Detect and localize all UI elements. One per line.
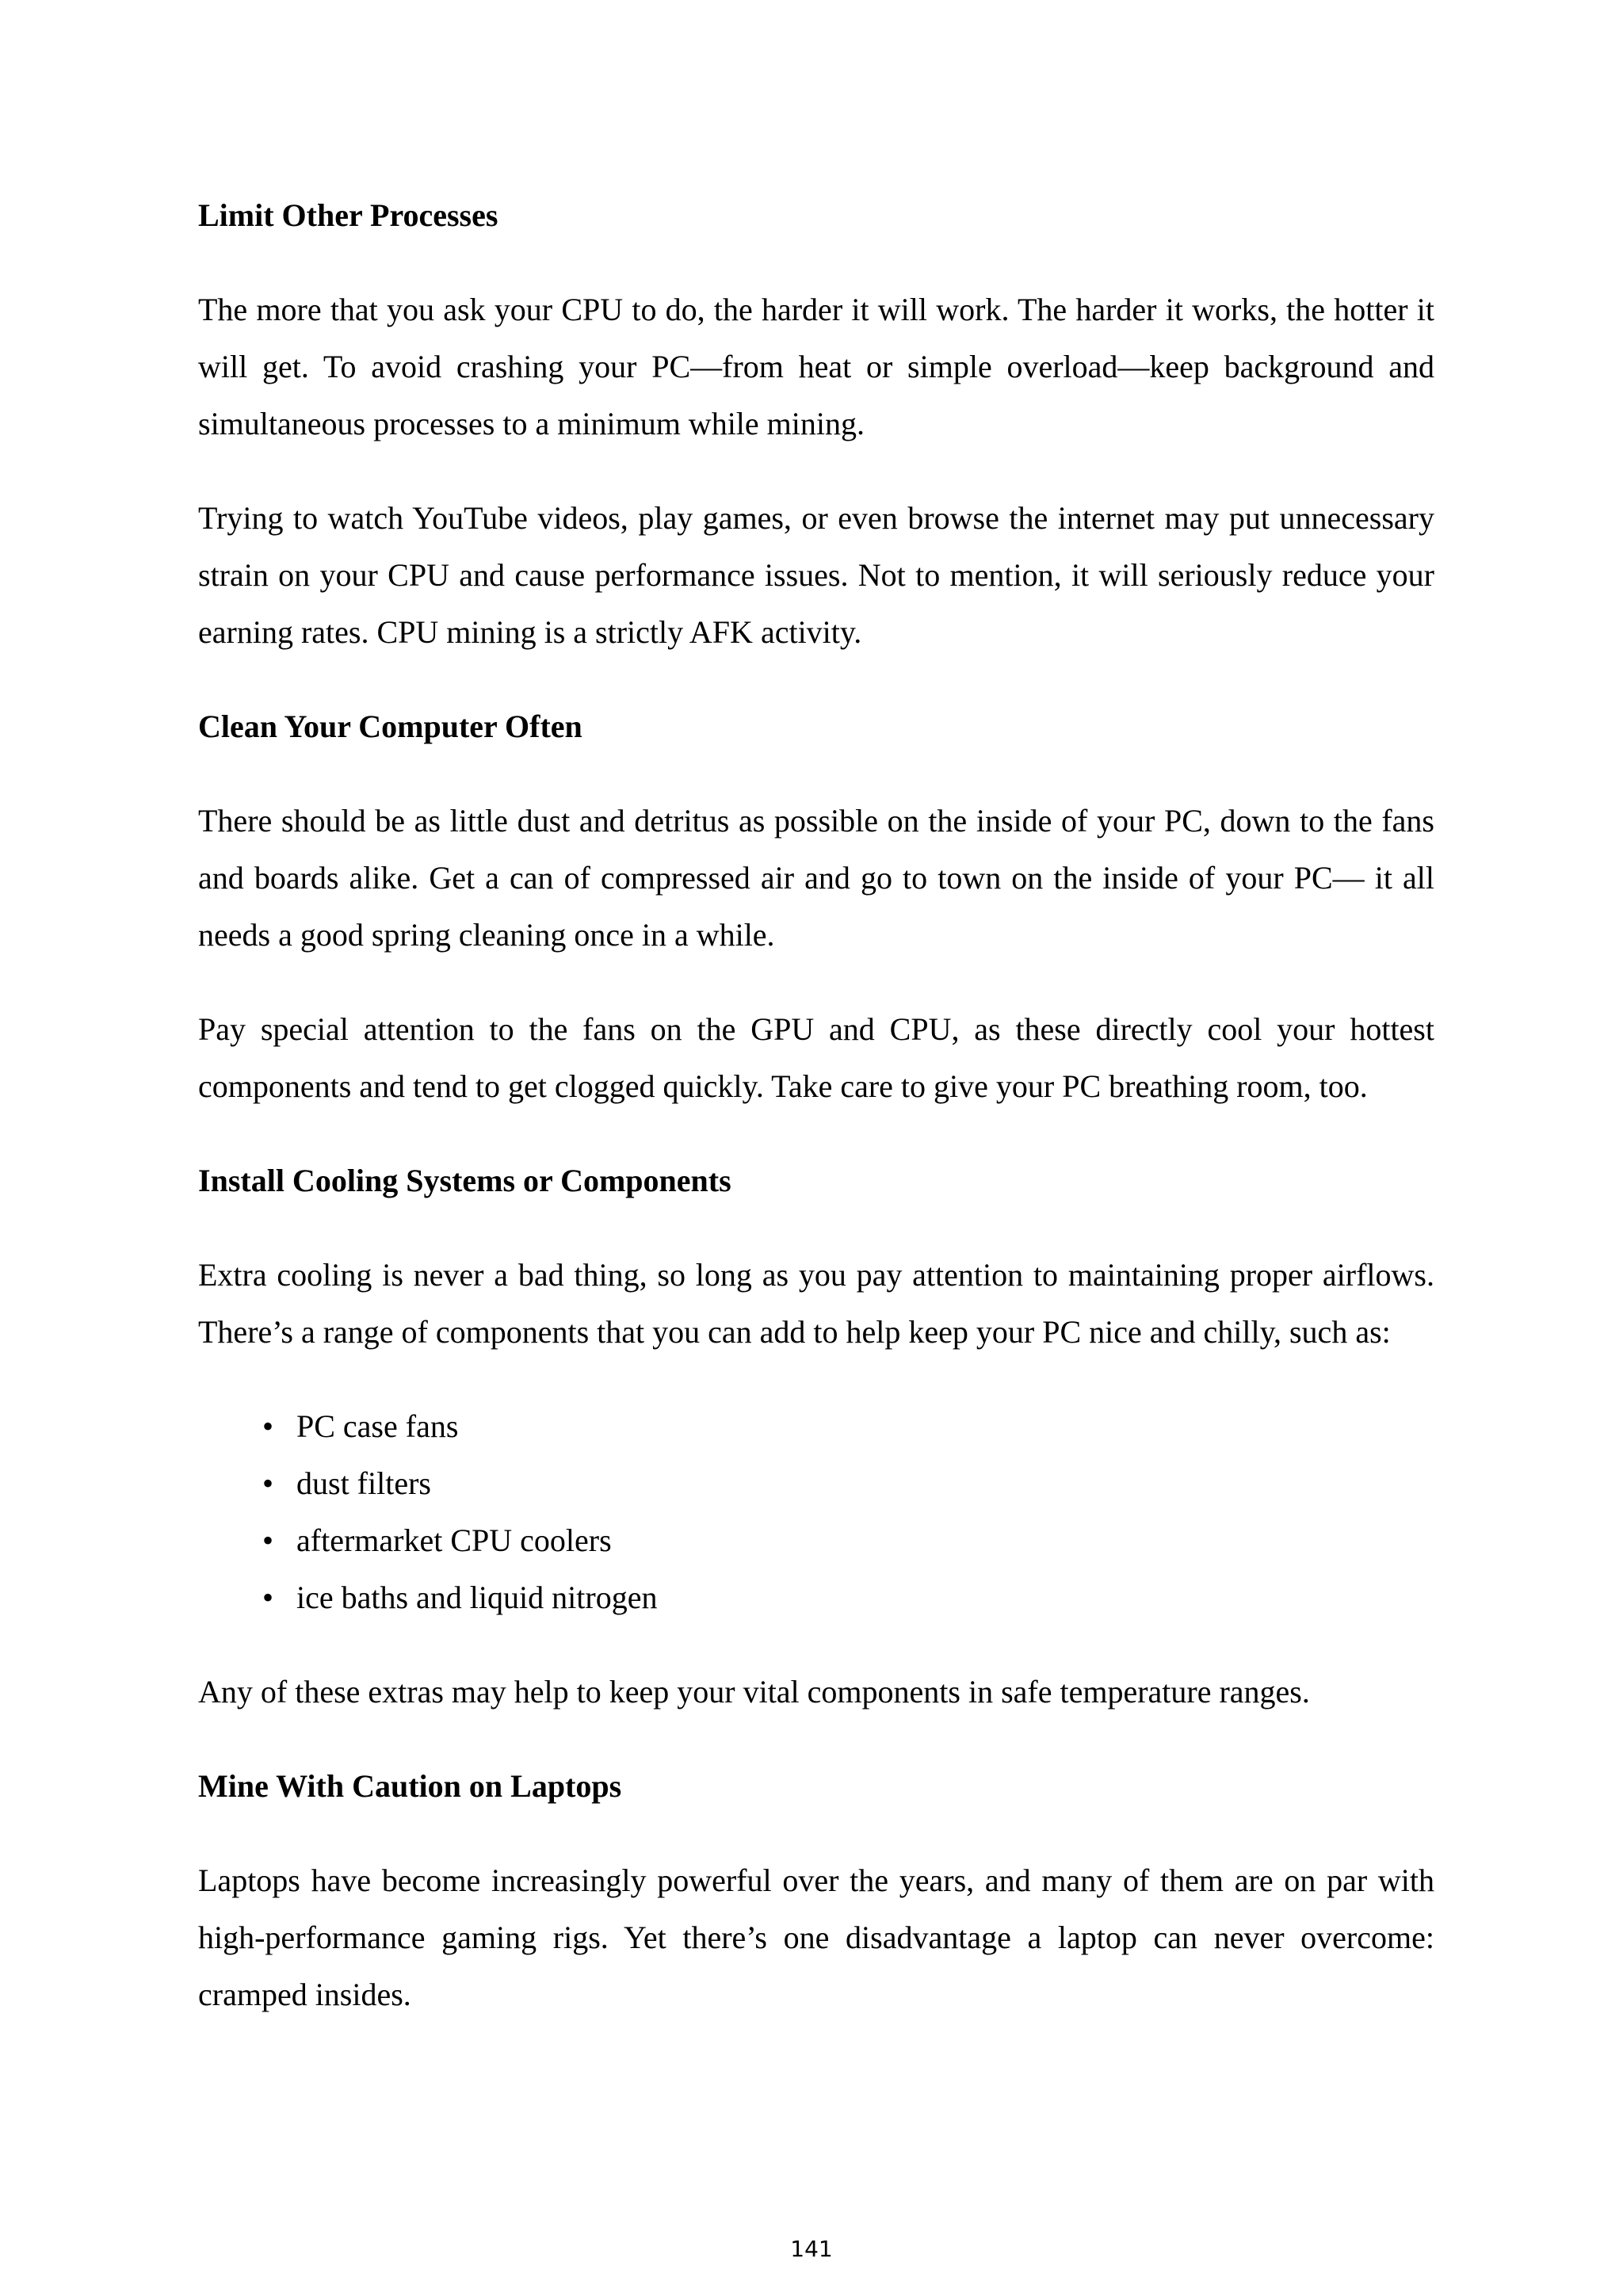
paragraph: Trying to watch YouTube videos, play games, or even browse the internet may put unnecessary strain on your CPU and cause performance issues. Not to mention, it will seriously reduce your earning rates. CPU mining is a strictly AFK activity.: [198, 500, 1434, 650]
paragraph: Extra cooling is never a bad thing, so long as you pay attention to maintaining proper airflows. There’s a range of components that you can add to help keep your PC nice and chilly, such as:: [198, 1257, 1434, 1350]
list-item: [198, 1398, 1434, 1455]
bullet-list: [198, 1398, 1434, 1626]
bullet-icon: •: [262, 1580, 273, 1615]
bullet-icon: •: [262, 1465, 273, 1501]
list-item: [198, 1455, 1434, 1512]
list-item-text: dust filters: [296, 1465, 431, 1501]
paragraph: Laptops have become increasingly powerful over the years, and many of them are on par with high-performance gaming rigs. Yet there’s one disadvantage a laptop can never overcome: cramped insides.: [198, 1862, 1434, 2012]
bullet-icon: •: [262, 1522, 273, 1558]
list-item: [198, 1569, 1434, 1626]
section-heading-limit-processes: Limit Other Processes: [198, 197, 498, 233]
list-item-text: PC case fans: [296, 1408, 459, 1444]
page-number: 141: [790, 2236, 833, 2262]
paragraph: There should be as little dust and detritus as possible on the inside of your PC, down to the fans and boards alike. Get a can of compressed air and go to town on the inside of your PC— it all needs a good spring cleaning once in a while.: [198, 803, 1434, 953]
list-item-text: ice baths and liquid nitrogen: [296, 1580, 658, 1615]
paragraph: Any of these extras may help to keep your vital components in safe temperature ranges.: [198, 1674, 1310, 1710]
section-heading-cooling-systems: Install Cooling Systems or Components: [198, 1163, 731, 1198]
paragraph: Pay special attention to the fans on the GPU and CPU, as these directly cool your hottest components and tend to get clogged quickly. Take care to give your PC breathing room, too.: [198, 1011, 1434, 1104]
bullet-icon: •: [262, 1408, 273, 1444]
section-heading-laptops: Mine With Caution on Laptops: [198, 1768, 622, 1804]
list-item: [198, 1512, 1434, 1569]
page-body: [198, 187, 1434, 2023]
list-item-text: aftermarket CPU coolers: [296, 1522, 612, 1558]
section-heading-clean-computer: Clean Your Computer Often: [198, 709, 582, 744]
paragraph: The more that you ask your CPU to do, the harder it will work. The harder it works, the hotter it will get. To avoid crashing your PC—from heat or simple overload—keep background and simultaneous processes to a minimum while mining.: [198, 292, 1434, 441]
